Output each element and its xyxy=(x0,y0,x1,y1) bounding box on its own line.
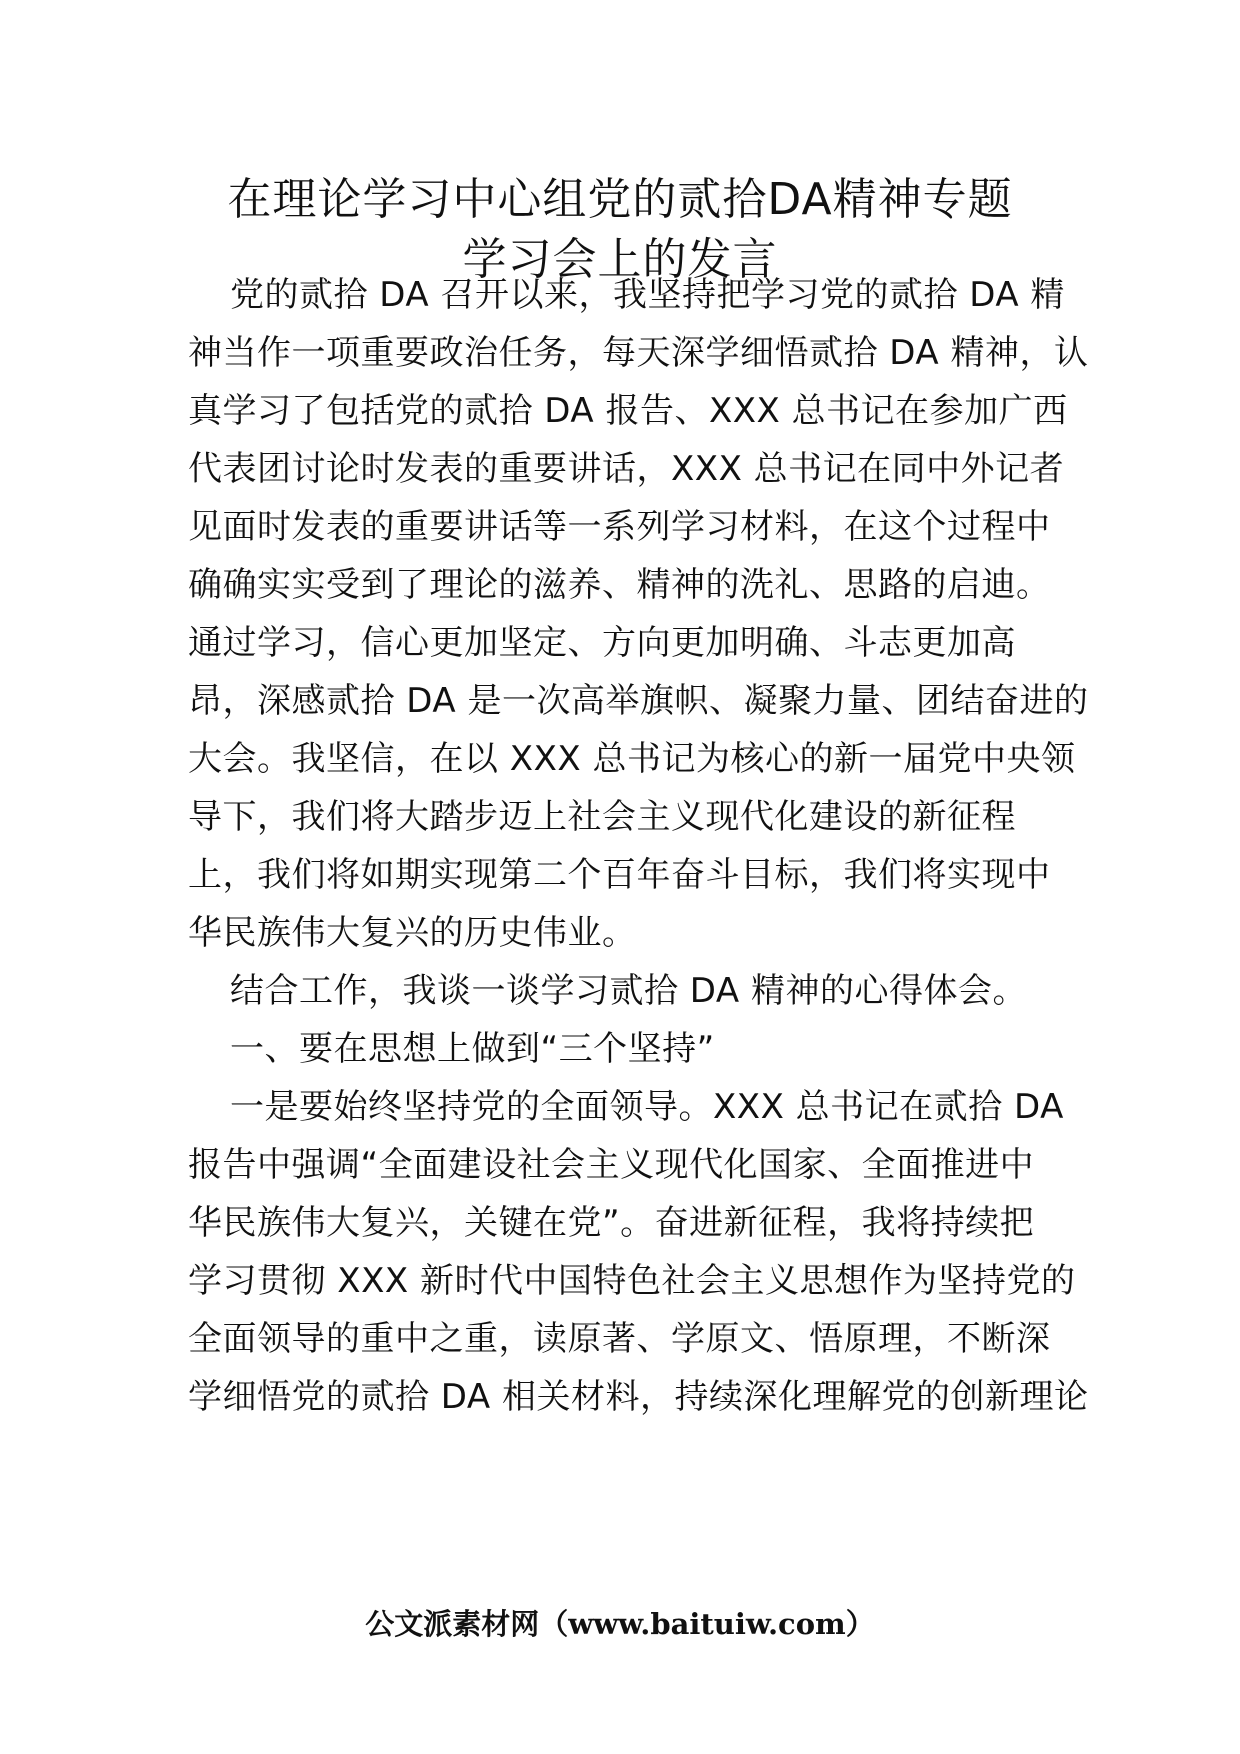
body-line: 导下，我们将大踏步迈上社会主义现代化建设的新征程 xyxy=(188,797,1016,837)
body-line: 结合工作，我谈一谈学习贰拾 DA 精神的心得体会。 xyxy=(230,971,1027,1011)
document-title-line-2: 学习会上的发言 xyxy=(462,234,778,285)
body-line: 代表团讨论时发表的重要讲话，XXX 总书记在同中外记者 xyxy=(188,449,1065,489)
body-line: 大会。我坚信，在以 XXX 总书记为核心的新一届党中央领 xyxy=(188,739,1076,779)
body-line: 上，我们将如期实现第二个百年奋斗目标，我们将实现中 xyxy=(188,855,1051,895)
body-line: 华民族伟大复兴的历史伟业。 xyxy=(188,913,637,953)
body-line: 华民族伟大复兴，关键在党”。奋进新征程，我将持续把 xyxy=(188,1203,1035,1243)
body-line: 昂，深感贰拾 DA 是一次高举旗帜、凝聚力量、团结奋进的 xyxy=(188,681,1089,721)
body-line: 学习贯彻 XXX 新时代中国特色社会主义思想作为坚持党的 xyxy=(188,1261,1076,1301)
body-line: 通过学习，信心更加坚定、方向更加明确、斗志更加高 xyxy=(188,623,1016,663)
body-line: 报告中强调“全面建设社会主义现代化国家、全面推进中 xyxy=(188,1145,1035,1185)
body-line: 学细悟党的贰拾 DA 相关材料，持续深化理解党的创新理论 xyxy=(188,1377,1089,1417)
body-line: 党的贰拾 DA 召开以来，我坚持把学习党的贰拾 DA 精 xyxy=(230,275,1065,315)
section-heading: 一、要在思想上做到“三个坚持” xyxy=(230,1029,715,1069)
body-line: 一是要始终坚持党的全面领导。XXX 总书记在贰拾 DA xyxy=(230,1087,1064,1127)
body-line: 全面领导的重中之重，读原著、学原文、悟原理，不断深 xyxy=(188,1319,1051,1359)
body-line: 神当作一项重要政治任务，每天深学细悟贰拾 DA 精神，认 xyxy=(188,333,1089,373)
footer-watermark-text: 公文派素材网（www.baituiw.com） xyxy=(365,1607,875,1641)
document-title-line-1: 在理论学习中心组党的贰拾DA精神专题 xyxy=(227,174,1013,225)
body-line: 确确实实受到了理论的滋养、精神的洗礼、思路的启迪。 xyxy=(188,565,1051,605)
body-line: 见面时发表的重要讲话等一系列学习材料，在这个过程中 xyxy=(188,507,1051,547)
body-line: 真学习了包括党的贰拾 DA 报告、XXX 总书记在参加广西 xyxy=(188,391,1068,431)
